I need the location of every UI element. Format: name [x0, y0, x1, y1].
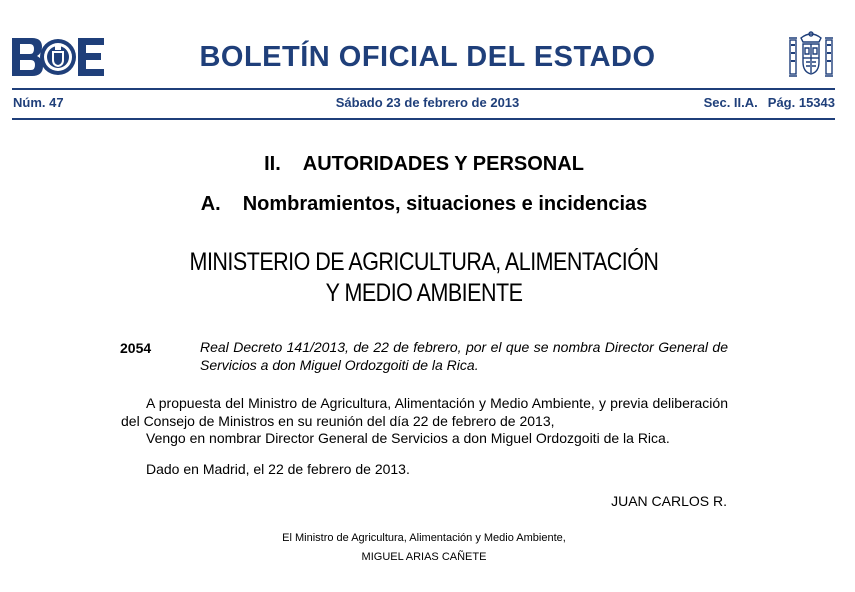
- section-heading: [0, 153, 848, 176]
- issue-date: Sábado 23 de febrero de 2013: [335, 95, 520, 110]
- decree-title: Real Decreto 141/2013, de 22 de febrero, por el que se nombra Director General de Servicios a don Miguel Ordozgoiti de la Rica.: [200, 339, 728, 373]
- journal-title: BOLETÍN OFICIAL DEL ESTADO: [199, 41, 656, 73]
- subsection-title: Nombramientos, situaciones e incidencias: [242, 193, 648, 215]
- ministry-line-2: Y MEDIO AMBIENTE: [325, 279, 523, 307]
- boe-logo-icon: [12, 38, 104, 76]
- king-signature: JUAN CARLOS R.: [611, 493, 727, 509]
- header-rule-bottom: [12, 118, 835, 120]
- ministry-heading: [59, 247, 788, 309]
- minister-role: El Ministro de Agricultura, Alimentación y Medio Ambiente,: [282, 532, 566, 544]
- decree-number: 2054: [120, 340, 152, 356]
- coat-of-arms-icon: [787, 30, 835, 82]
- minister-name: MIGUEL ARIAS CAÑETE: [361, 551, 487, 563]
- place-and-date: Dado en Madrid, el 22 de febrero de 2013.: [146, 461, 410, 477]
- subsection-heading: [0, 193, 848, 216]
- section-code: Sec. II.A.: [703, 95, 758, 110]
- decree-paragraph-text: A propuesta del Ministro de Agricultura, Alimentación y Medio Ambiente, y previa deliberación del Consejo de Ministros en su reunión del día 22 de febrero de 2013,: [121, 395, 728, 429]
- header-rule-top: [12, 88, 835, 90]
- decree-resolution: Vengo en nombrar Director General de Servicios a don Miguel Ordozgoiti de la Rica.: [146, 430, 670, 446]
- decree-paragraph: [121, 394, 728, 430]
- issue-number: Núm. 47: [13, 95, 64, 110]
- section-page-info: [704, 95, 835, 110]
- ministry-line-1: MINISTERIO DE AGRICULTURA, ALIMENTACIÓN: [189, 248, 659, 276]
- subsection-number: A.: [200, 193, 221, 215]
- page-number: Pág. 15343: [767, 95, 835, 110]
- section-title: AUTORIDADES Y PERSONAL: [302, 153, 584, 175]
- section-number: II.: [264, 153, 281, 175]
